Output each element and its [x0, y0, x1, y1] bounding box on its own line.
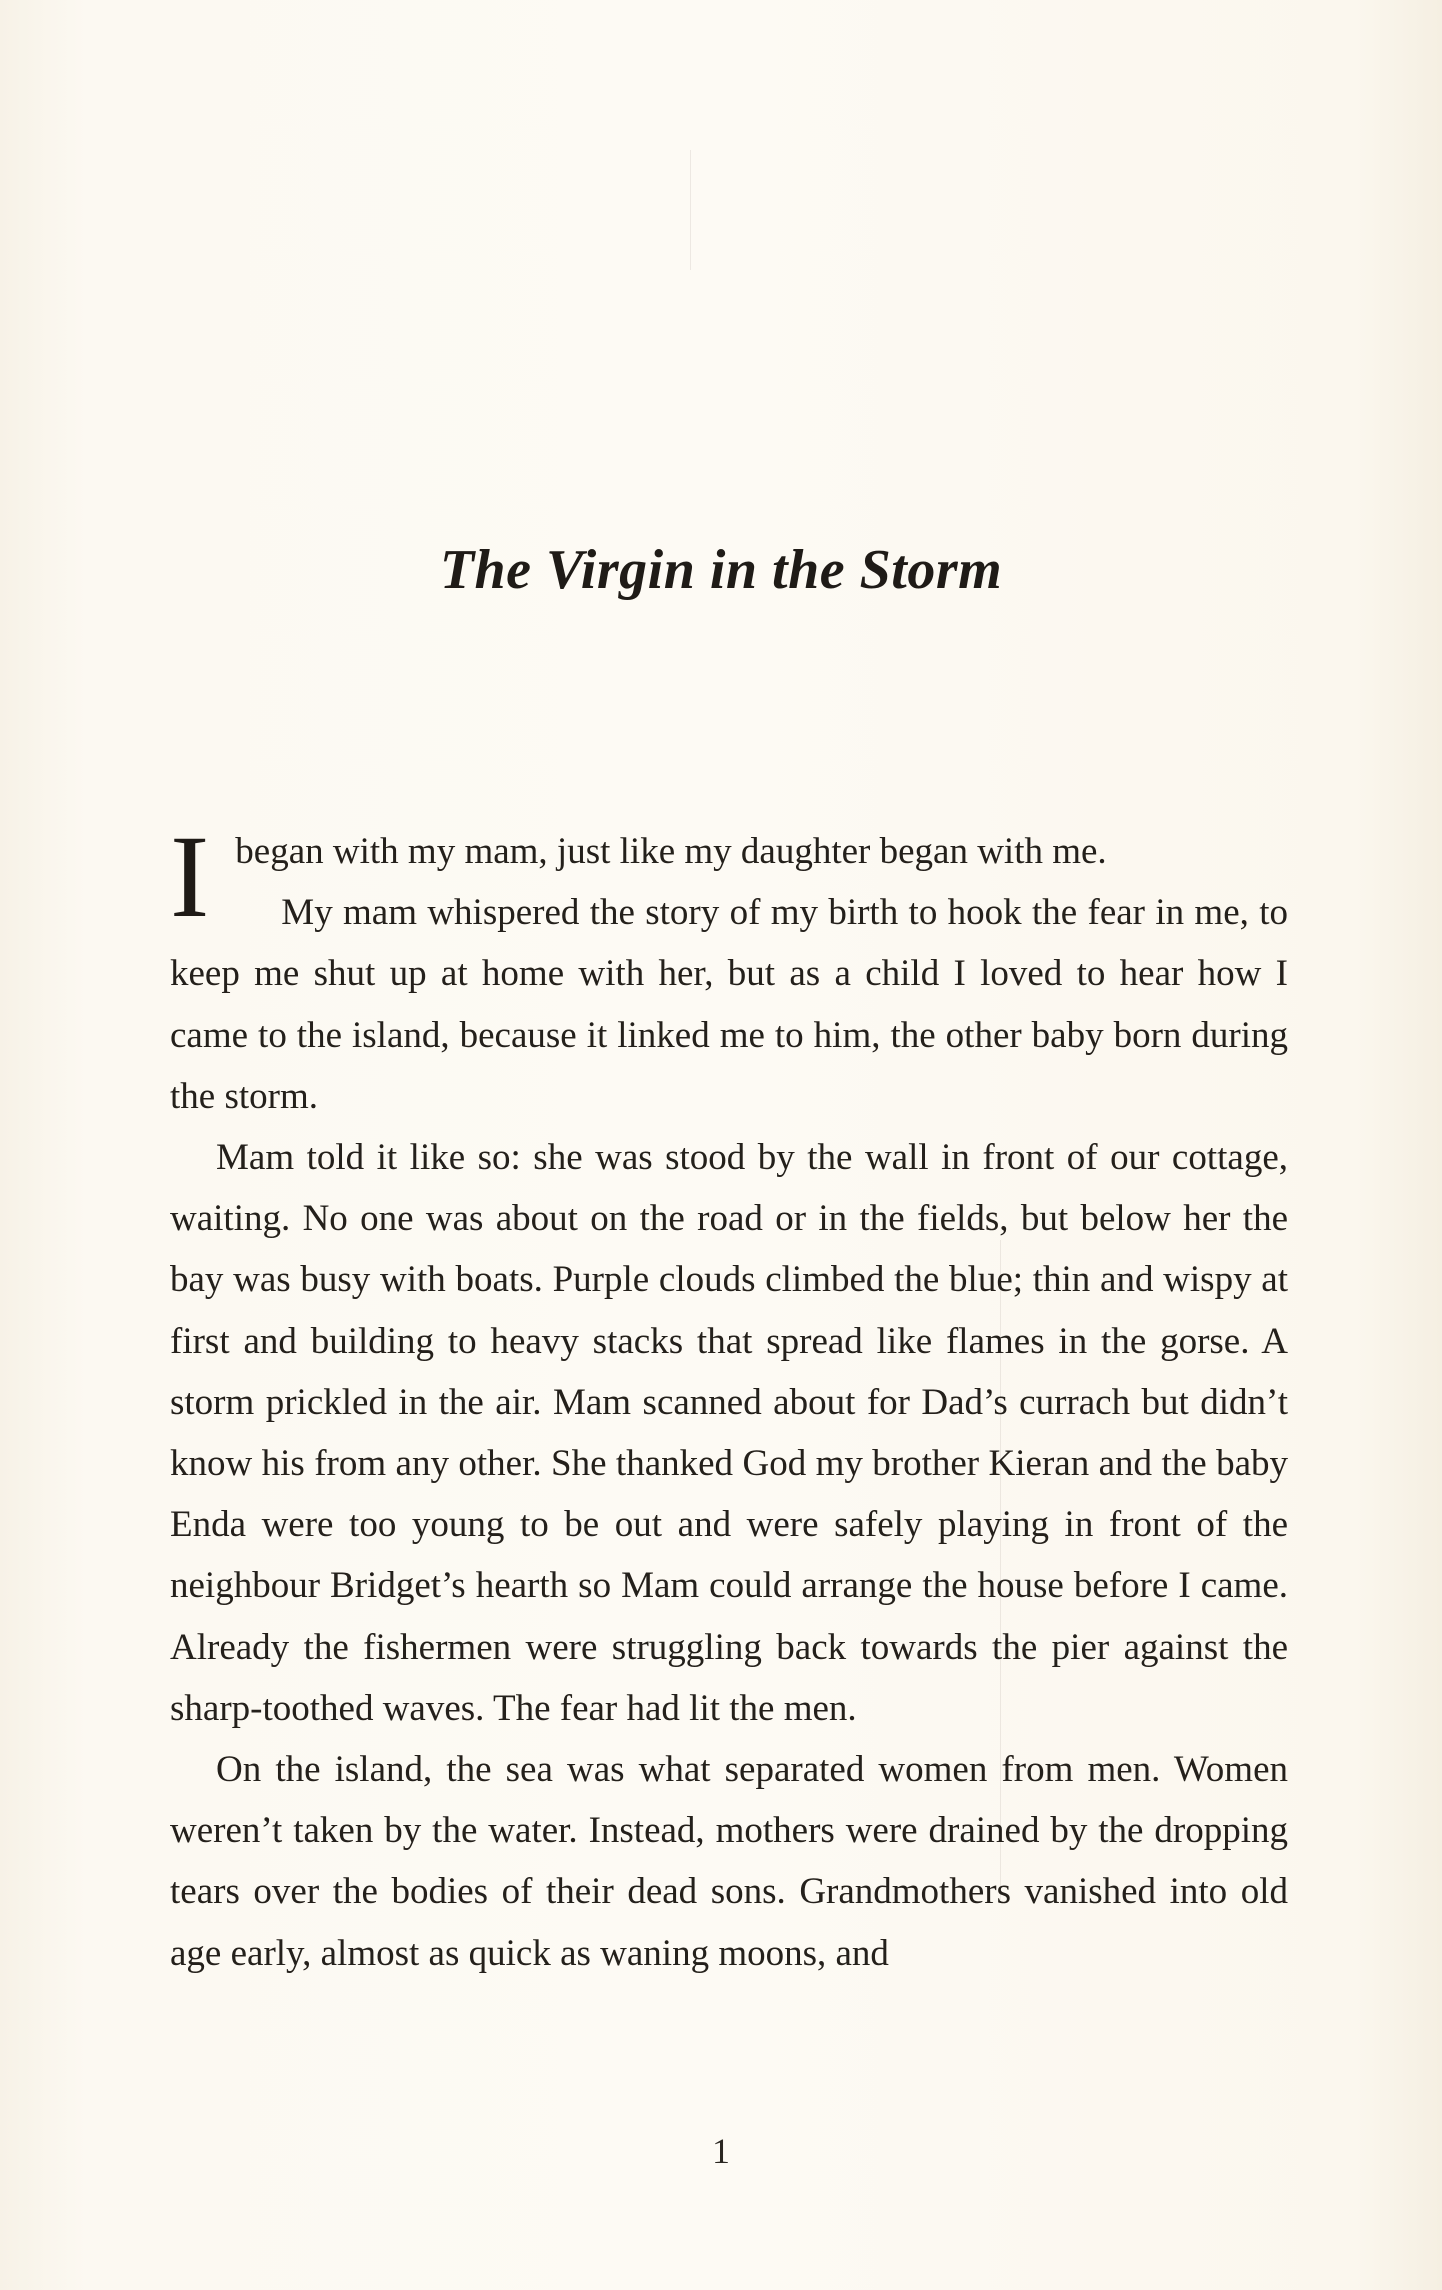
opening-continuation: My mam whispered the story of my birth to hook the fear in me, to keep me shut up at home with her, but as a child I loved to hear how I came to the island, because it linked me to him, the other baby born during the storm.: [170, 892, 1288, 1117]
drop-cap: I: [170, 811, 210, 942]
page-number: 1: [712, 2131, 730, 2171]
chapter-body: [170, 811, 1288, 1984]
opening-first-line: began with my mam, just like my daughter began with me.: [235, 831, 1107, 872]
opening-paragraph: [170, 811, 1288, 942]
paragraph: Mam told it like so: she was stood by the wall in front of our cottage, waiting. No one was about on the road or in the fields, but below her the bay was busy with boats. Purple clouds climbed the blue; thin and wispy at first and building to heavy stacks that spread like flames in the gorse. A storm prickled in the air. Mam scanned about for Dad’s currach but didn’t know his from any other. She thanked God my brother Kieran and the baby Enda were too young to be out and were safely playing in front of the neighbour Bridget’s hearth so Mam could arrange the house before I came. Already the fishermen were struggling back towards the pier against the sharp-toothed waves. The fear had lit the men.: [170, 1137, 1288, 1729]
bleed-through-mark: [690, 150, 691, 270]
chapter-title: The Virgin in the Storm: [439, 538, 1003, 601]
paragraph: On the island, the sea was what separated women from men. Women weren’t taken by the water. Instead, mothers were drained by the dropping tears over the bodies of their dead sons. Grandmothers vanished into old age early, almost as quick as waning moons, and: [170, 1749, 1288, 1974]
